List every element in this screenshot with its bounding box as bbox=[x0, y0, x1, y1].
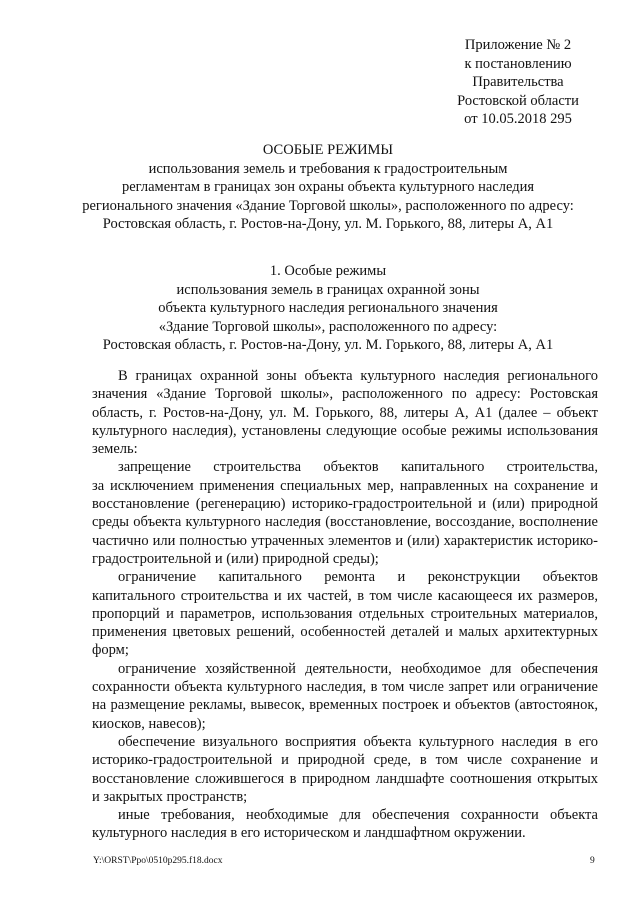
appendix-line: от 10.05.2018 295 bbox=[464, 111, 572, 127]
title-line: ОСОБЫЕ РЕЖИМЫ bbox=[262, 142, 394, 158]
body-line: киосков, навесов); bbox=[92, 715, 206, 732]
section-line: использования земель в границах охранной зоны bbox=[176, 281, 480, 298]
body-line: запрещение строительства объектов капитального строительства, bbox=[118, 459, 598, 476]
title-line: использования земель и требования к градостроительным bbox=[148, 160, 508, 177]
body-line: форм; bbox=[92, 642, 129, 659]
body-line: применения цветовых решений, особенностей деталей и малых архитектурных bbox=[92, 624, 598, 641]
body-line: и закрытых пространств; bbox=[92, 788, 248, 805]
document-title bbox=[60, 141, 596, 234]
body-line: земель: bbox=[92, 441, 138, 458]
body-line: восстановление (регенерацию) историко-градостроительной и (или) природной bbox=[92, 496, 598, 513]
appendix-line: Ростовской области bbox=[457, 92, 579, 109]
title-line: регионального значения «Здание Торговой школы», расположенного по адресу: bbox=[82, 197, 574, 214]
body-line: градостроительной и (или) природной среды); bbox=[92, 550, 379, 567]
body-line: значения «Здание Торговой школы», расположенного по адресу: Ростовская bbox=[92, 386, 598, 403]
page-number: 9 bbox=[590, 856, 595, 866]
body-line: В границах охранной зоны объекта культурного наследия регионального bbox=[118, 368, 598, 384]
title-line: регламентам в границах зон охраны объекта культурного наследия bbox=[121, 179, 535, 195]
section-heading bbox=[60, 262, 596, 355]
body-line: восстановление сложившегося в природном ландшафте соотношения открытых bbox=[92, 770, 598, 787]
section-line: 1. Особые режимы bbox=[269, 263, 387, 279]
appendix-line: к постановлению bbox=[464, 55, 572, 72]
body-line: историко-градостроительной и природной среде, в том числе сохранение и bbox=[92, 752, 598, 769]
body-line: культурного наследия в его историческом и ландшафтном окружении. bbox=[92, 825, 526, 842]
body-line: сохранности объекта культурного наследия, в том числе запрет или ограничение bbox=[92, 679, 598, 696]
body-line: частично или полностью утраченных элементов и (или) характеристик историко- bbox=[92, 532, 598, 549]
body-line: культурного наследия), установлены следующие особые режимы использования bbox=[92, 422, 598, 439]
section-line: «Здание Торговой школы», расположенного по адресу: bbox=[158, 318, 498, 335]
section-line: Ростовская область, г. Ростов-на-Дону, ул. М. Горького, 88, литеры А, А1 bbox=[102, 337, 554, 353]
body-line: обеспечение визуального восприятия объекта культурного наследия в его bbox=[118, 733, 598, 750]
appendix-line: Приложение № 2 bbox=[464, 37, 572, 53]
section-line: объекта культурного наследия регионального значения bbox=[158, 300, 498, 316]
body-line: пропорций и параметров, использования отдельных строительных материалов, bbox=[92, 605, 598, 622]
title-line: Ростовская область, г. Ростов-на-Дону, ул. М. Горького, 88, литеры А, А1 bbox=[102, 216, 554, 232]
body-line: капитального строительства и их частей, в том числе касающееся их размеров, bbox=[92, 587, 598, 604]
body-text bbox=[92, 367, 598, 843]
body-line: ограничение хозяйственной деятельности, необходимое для обеспечения bbox=[118, 660, 598, 677]
footer-file-path: Y:\ORST\Ppo\0510p295.f18.docx bbox=[93, 856, 223, 866]
body-line: на размещение рекламы, вывесок, временных построек и объектов (автостоянок, bbox=[92, 697, 598, 714]
body-line: иные требования, необходимые для обеспечения сохранности объекта bbox=[118, 807, 598, 824]
body-line: за исключением применения специальных мер, направленных на сохранение и bbox=[92, 477, 598, 494]
body-line: среды объекта культурного наследия (восстановление, воссоздание, восполнение bbox=[92, 514, 598, 531]
appendix-header bbox=[420, 36, 616, 129]
body-line: ограничение капитального ремонта и реконструкции объектов bbox=[118, 569, 598, 586]
body-line: область, г. Ростов-на-Дону, ул. М. Горького, 88, литеры А, А1 (далее – объект bbox=[92, 404, 598, 421]
appendix-line: Правительства bbox=[472, 74, 564, 90]
